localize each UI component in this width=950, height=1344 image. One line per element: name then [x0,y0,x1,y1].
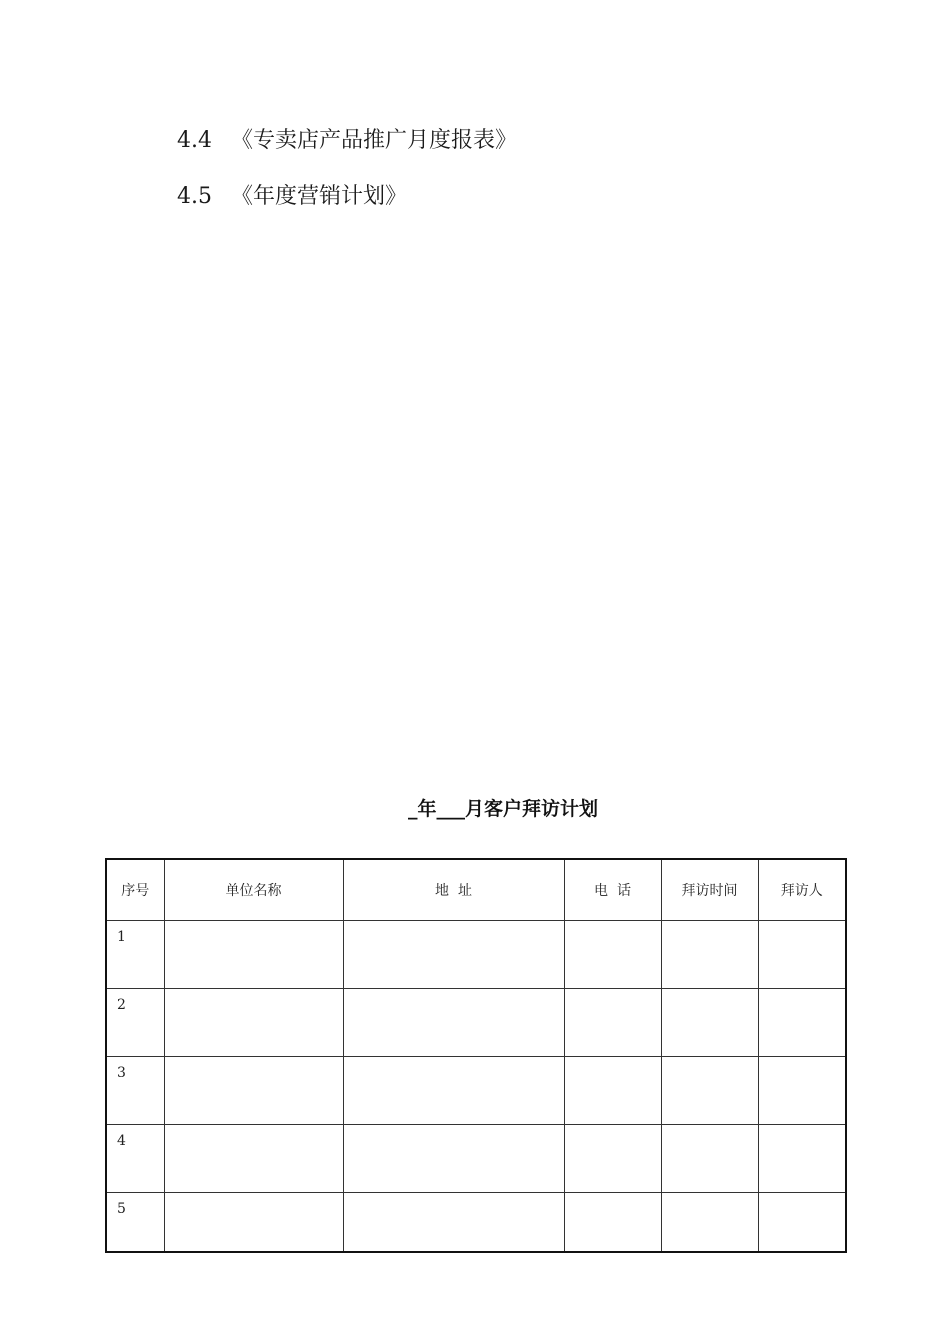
cell-address[interactable] [343,1057,564,1125]
table-row [106,1057,846,1125]
cell-address[interactable] [343,1193,564,1253]
table-row [106,1193,846,1253]
row-index: 3 [106,1057,164,1125]
table-row [106,921,846,989]
cell-address[interactable] [343,989,564,1057]
row-index: 5 [106,1193,164,1253]
cell-visit-time[interactable] [661,1057,758,1125]
cell-visitor[interactable] [758,921,846,989]
row-index: 1 [106,921,164,989]
list-text: 《年度营销计划》 [231,184,408,209]
list-item-4-4 [177,126,517,156]
row-index: 2 [106,989,164,1057]
cell-unit-name[interactable] [164,989,343,1057]
list-number: 4.4 [177,128,212,153]
header-address: 地 址 [343,859,564,921]
header-phone: 电 话 [564,859,661,921]
cell-phone[interactable] [564,1057,661,1125]
cell-address[interactable] [343,921,564,989]
customer-visit-table [105,858,847,1253]
list-text: 《专卖店产品推广月度报表》 [231,128,518,153]
table-header-row [106,859,846,921]
cell-unit-name[interactable] [164,1193,343,1253]
header-unit-name: 单位名称 [164,859,343,921]
list-number: 4.5 [177,184,212,209]
cell-address[interactable] [343,1125,564,1193]
row-index: 4 [106,1125,164,1193]
cell-unit-name[interactable] [164,921,343,989]
header-index: 序号 [106,859,164,921]
cell-visitor[interactable] [758,1125,846,1193]
cell-visit-time[interactable] [661,1125,758,1193]
cell-visit-time[interactable] [661,1193,758,1253]
header-visit-time: 拜访时间 [661,859,758,921]
cell-visitor[interactable] [758,1057,846,1125]
table-row [106,989,846,1057]
list-item-4-5 [177,182,407,212]
cell-visit-time[interactable] [661,989,758,1057]
table-row [106,1125,846,1193]
cell-unit-name[interactable] [164,1125,343,1193]
cell-visitor[interactable] [758,989,846,1057]
table-title: _年___月客户拜访计划 [408,798,599,820]
cell-phone[interactable] [564,1125,661,1193]
header-visitor: 拜访人 [758,859,846,921]
cell-phone[interactable] [564,921,661,989]
cell-unit-name[interactable] [164,1057,343,1125]
cell-visitor[interactable] [758,1193,846,1253]
cell-phone[interactable] [564,989,661,1057]
cell-phone[interactable] [564,1193,661,1253]
cell-visit-time[interactable] [661,921,758,989]
